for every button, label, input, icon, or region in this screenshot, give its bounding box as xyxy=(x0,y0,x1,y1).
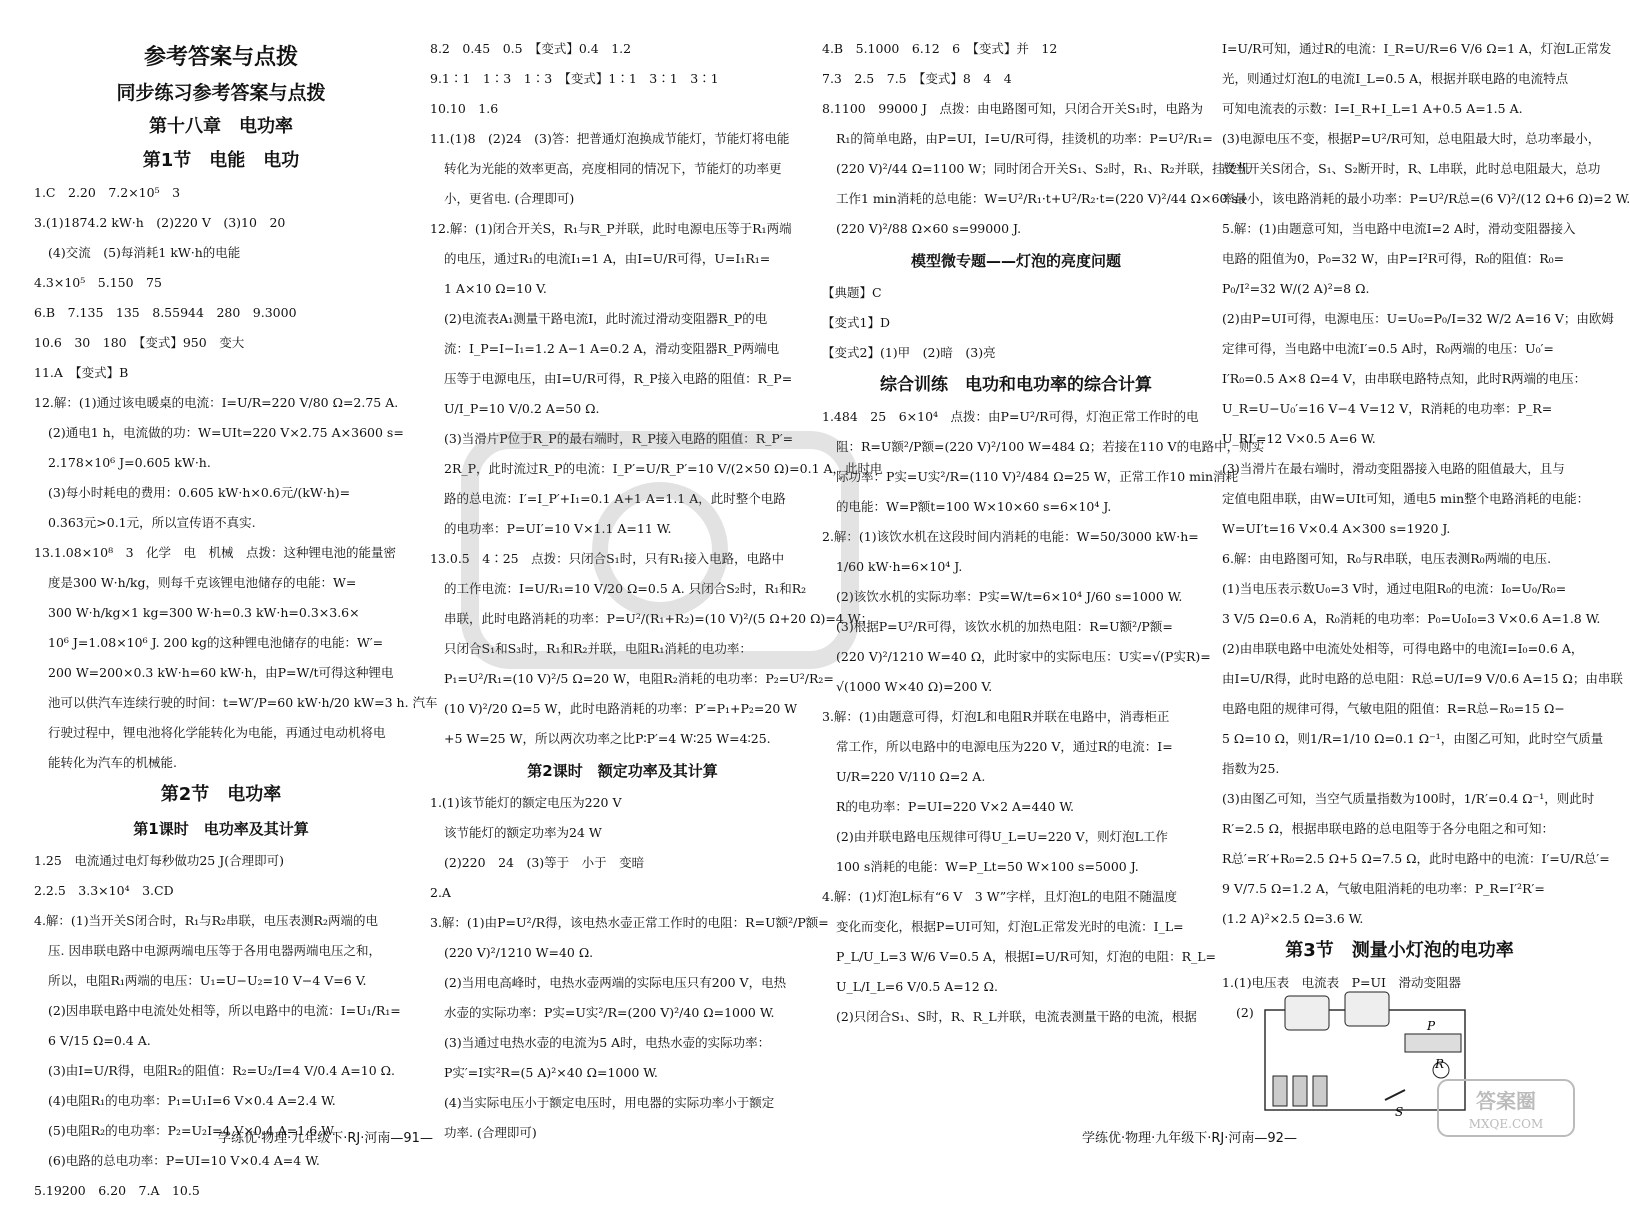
answer-line: 1.(1)该节能灯的额定电压为220 V xyxy=(430,795,622,810)
answer-line: (2)当用电高峰时，电热水壶两端的实际电压只有200 V，电热 xyxy=(444,975,787,990)
answer-line: 由I=U/R得，此时电路的总电阻：R总=U/I=9 V/0.6 A=15 Ω；由串联 xyxy=(1222,671,1623,686)
footer-left: 学练优·物理·九年级下·RJ·河南—91— xyxy=(218,1131,433,1146)
answer-line: I=U/R可知，通过R的电流：I_R=U/R=6 V/6 Ω=1 A，灯泡L正常发 xyxy=(1222,41,1612,56)
answer-line: (4)交流 (5)每消耗1 kW·h的电能 xyxy=(48,245,241,260)
answer-line: 工作1 min消耗的总电能：W=U²/R₁·t+U²/R₂·t=(220 V)²/44 Ω×60 s+ xyxy=(836,191,1249,206)
answer-line: (2)由P=UI可得，电源电压：U=U₀=P₀/I=32 W/2 A=16 V；由欧姆 xyxy=(1222,311,1614,326)
answer-line: 压等于电源电压，由I=U/R可得，R_P接入电路的阻值：R_P= xyxy=(444,371,793,386)
answer-line: 压. 因串联电路中电源两端电压等于各用电器两端电压之和， xyxy=(48,943,381,958)
answer-line: 9 V/7.5 Ω=1.2 A，气敏电阻消耗的电功率：P_R=I′²R′= xyxy=(1222,881,1545,896)
answer-line: P₀/I²=32 W/(2 A)²=8 Ω. xyxy=(1222,281,1370,296)
section-1-title: 第1节 电能 电功 xyxy=(142,150,300,171)
answer-line: 6 V/15 Ω=0.4 A. xyxy=(48,1033,151,1048)
answer-line: 所以，电阻R₁两端的电压：U₁=U−U₂=10 V−4 V=6 V. xyxy=(48,973,367,988)
answer-line: 【典题】C xyxy=(822,285,882,300)
answer-line: U_RI′=12 V×0.5 A=6 W. xyxy=(1222,431,1376,446)
label-p: P xyxy=(1427,1019,1436,1033)
answer-line: 3.(1)1874.2 kW·h (2)220 V (3)10 20 xyxy=(34,215,286,230)
answer-line: (2)220 24 (3)等于 小于 变暗 xyxy=(444,855,645,870)
answer-line: 4.解：(1)当开关S闭合时，R₁与R₂串联，电压表测R₂两端的电 xyxy=(34,913,378,928)
answer-line: 电路电阻的规律可得，气敏电阻的阻值：R=R总−R₀=15 Ω− xyxy=(1222,701,1565,716)
chapter-title: 第十八章 电功率 xyxy=(149,116,293,137)
answer-line: 度是300 W·h/kg，则每千克该锂电池储存的电能：W= xyxy=(48,575,357,590)
answer-line: 12.解：(1)闭合开关S，R₁与R_P并联，此时电源电压等于R₁两端 xyxy=(430,221,792,236)
answer-line: 的工作电流：I=U/R₁=10 V/20 Ω=0.5 A. 只闭合S₂时，R₁和R₂ xyxy=(444,581,807,596)
sub-title: 同步练习参考答案与点拨 xyxy=(116,82,326,104)
answer-line: R₁的简单电路，由P=UI，I=U/R可得，挂烫机的功率：P=U²/R₁= xyxy=(836,131,1213,146)
answer-line: 8.1100 99000 J 点拨：由电路图可知，只闭合开关S₁时，电路为 xyxy=(822,101,1204,116)
answer-line: (3)当滑片在最右端时，滑动变阻器接入电路的阻值最大，且与 xyxy=(1222,461,1565,476)
answer-line: 常工作，所以电路中的电源电压为220 V，通过R的电流：I= xyxy=(836,739,1173,754)
answer-line: U_R=U−U₀′=16 V−4 V=12 V，R消耗的电功率：P_R= xyxy=(1222,401,1553,416)
answer-line: R总′=R′+R₀=2.5 Ω+5 Ω=7.5 Ω，此时电路中的电流：I′=U/R总′= xyxy=(1222,851,1610,866)
answer-line: 0.363元>0.1元，所以宣传语不真实. xyxy=(48,515,256,530)
logo-text: 答案圈 xyxy=(1476,1089,1536,1113)
answer-line: 5.解：(1)由题意可知，当电路中电流I=2 A时，滑动变阻器接入 xyxy=(1222,221,1576,236)
answer-line: 的电压，通过R₁的电流I₁=1 A，由I=U/R可得，U=I₁R₁= xyxy=(444,251,771,266)
answer-line: 只闭合S₁和S₃时，R₁和R₂并联，电阻R₁消耗的电功率： xyxy=(444,641,752,656)
answer-line: U_L/I_L=6 V/0.5 A=12 Ω. xyxy=(836,979,998,994)
answer-line: 13.0.5 4∶25 点拨：只闭合S₁时，只有R₁接入电路，电路中 xyxy=(430,551,785,566)
answer-line: 故当开关S闭合，S₁、S₂断开时，R、L串联，此时总电阻最大，总功 xyxy=(1222,161,1601,176)
label-s: S xyxy=(1395,1105,1404,1119)
answer-line: 2.解：(1)该饮水机在这段时间内消耗的电能：W=50/3000 kW·h= xyxy=(822,529,1199,544)
answer-line: 【变式1】D xyxy=(822,315,890,330)
answer-line: R的电功率：P=UI=220 V×2 A=440 W. xyxy=(836,799,1074,814)
answers-block-2 xyxy=(34,846,408,1206)
answer-line: P实′=I实²R=(5 A)²×40 Ω=1000 W. xyxy=(444,1065,658,1080)
lesson-2-title: 第2课时 额定功率及其计算 xyxy=(527,762,718,780)
column-1 xyxy=(34,0,438,1206)
footer-right: 学练优·物理·九年级下·RJ·河南—92— xyxy=(1082,1131,1297,1146)
label-r: R xyxy=(1435,1057,1445,1071)
answer-line: P₁=U²/R₁=(10 V)²/5 Ω=20 W，电阻R₂消耗的电功率：P₂=U²/R₂= xyxy=(444,671,834,686)
answer-line: (2)由并联电路电压规律可得U_L=U=220 V，则灯泡L工作 xyxy=(836,829,1168,844)
answer-line: (10 V)²/20 Ω=5 W，此时电路消耗的功率：P′=P₁+P₂=20 W xyxy=(444,701,798,716)
answer-line: 池可以供汽车连续行驶的时间：t=W′/P=60 kW·h/20 kW=3 h. 汽车 xyxy=(48,695,438,710)
answer-line: √(1000 W×40 Ω)=200 V. xyxy=(836,679,993,694)
answer-line: (2)电流表A₁测量干路电流I，此时流过滑动变阻器R_P的电 xyxy=(444,311,768,326)
answer-line: 2.2.5 3.3×10⁴ 3.CD xyxy=(34,883,174,898)
answer-line: (220 V)²/1210 W=40 Ω，此时家中的实际电压：U实=√(P实R)= xyxy=(836,649,1211,664)
answer-line: 1.25 电流通过电灯每秒做功25 J(合理即可) xyxy=(34,853,284,868)
answer-line: 率最小，该电路消耗的最小功率：P=U²/R总=(6 V)²/(12 Ω+6 Ω)=2 W. xyxy=(1222,191,1630,206)
answer-line: 能转化为汽车的机械能. xyxy=(48,755,177,770)
column-4 xyxy=(1222,34,1630,1028)
answer-line: (220 V)²/1210 W=40 Ω. xyxy=(444,945,594,960)
answer-line: (3)由I=U/R得，电阻R₂的阻值：R₂=U₂/I=4 V/0.4 A=10 Ω. xyxy=(48,1063,395,1078)
answer-line: (2)通电1 h，电流做的功：W=UIt=220 V×2.75 A×3600 s= xyxy=(48,425,404,440)
answer-line: (3)根据P=U²/R可得，该饮水机的加热电阻：R=U额²/P额= xyxy=(836,619,1173,634)
answer-line: (1.2 A)²×2.5 Ω=3.6 W. xyxy=(1222,911,1364,926)
answers-block-8 xyxy=(1222,34,1630,934)
answer-line: (5)电阻R₂的电功率：P₂=U₂I=4 V×0.4 A=1.6 W. xyxy=(48,1123,336,1138)
answer-line: 1 A×10 Ω=10 V. xyxy=(444,281,547,296)
answer-line: 行驶过程中，锂电池将化学能转化为电能，再通过电动机将电 xyxy=(48,725,386,740)
answer-line: 水壶的实际功率：P实=U实²/R=(200 V)²/40 Ω=1000 W. xyxy=(444,1005,775,1020)
answer-line: 光，则通过灯泡L的电流I_L=0.5 A，根据并联电路的电流特点 xyxy=(1222,71,1569,86)
answer-line: (3)当滑片P位于R_P的最右端时，R_P接入电路的阻值：R_P′= xyxy=(444,431,794,446)
answer-line: 10⁶ J=1.08×10⁶ J. 200 kg的这种锂电池储存的电能：W′= xyxy=(48,635,384,650)
answer-line: (2)因串联电路中电流处处相等，所以电路中的电流：I=U₁/R₁= xyxy=(48,1003,401,1018)
answer-line: 11.(1)8 (2)24 (3)答：把普通灯泡换成节能灯，节能灯将电能 xyxy=(430,131,790,146)
answer-line: 5 Ω=10 Ω，则1/R=1/10 Ω=0.1 Ω⁻¹，由图乙可知，此时空气质量 xyxy=(1222,731,1604,746)
answer-line: 2.178×10⁶ J=0.605 kW·h. xyxy=(48,455,211,470)
lesson-1-title: 第1课时 电功率及其计算 xyxy=(133,820,309,838)
answer-line: (1)当电压表示数U₀=3 V时，通过电阻R₀的电流：I₀=U₀/R₀= xyxy=(1222,581,1567,596)
answer-line: (4)电阻R₁的电功率：P₁=U₁I=6 V×0.4 A=2.4 W. xyxy=(48,1093,336,1108)
answers-block-5 xyxy=(822,34,1250,244)
corner-logo xyxy=(1436,1078,1576,1138)
answer-line: 可知电流表的示数：I=I_R+I_L=1 A+0.5 A=1.5 A. xyxy=(1222,101,1523,116)
answer-line: 电路的阻值为0，P₀=32 W，由P=I²R可得，R₀的阻值：R₀= xyxy=(1222,251,1565,266)
answer-line: 2R_P，此时流过R_P的电流：I_P′=U/R_P′=10 V/(2×50 Ω)=0.1 A，此时电 xyxy=(444,461,883,476)
answer-line: 13.1.08×10⁸ 3 化学 电 机械 点拨：这种锂电池的能量密 xyxy=(34,545,397,560)
answer-line: U/I_P=10 V/0.2 A=50 Ω. xyxy=(444,401,600,416)
answer-line: 路的总电流：I′=I_P′+I₁=0.1 A+1 A=1.1 A，此时整个电路 xyxy=(444,491,786,506)
answer-line: 7.3 2.5 7.5 【变式】8 4 4 xyxy=(822,71,1012,86)
answer-line: 变化而变化，根据P=UI可知，灯泡L正常发光时的电流：I_L= xyxy=(836,919,1184,934)
answer-line: U/R=220 V/110 Ω=2 A. xyxy=(836,769,986,784)
answer-line: 12.解：(1)通过该电暖桌的电流：I=U/R=220 V/80 Ω=2.75 A. xyxy=(34,395,399,410)
answer-line: 3.解：(1)由题意可得，灯泡L和电阻R并联在电路中，消毒柜正 xyxy=(822,709,1170,724)
answer-line: 4.解：(1)灯泡L标有“6 V 3 W”字样，且灯泡L的电阻不随温度 xyxy=(822,889,1177,904)
answer-line: (2)该饮水机的实际功率：P实=W/t=6×10⁴ J/60 s=1000 W. xyxy=(836,589,1183,604)
answer-line: (3)电源电压不变，根据P=U²/R可知，总电阻最大时，总功率最小， xyxy=(1222,131,1601,146)
answer-line: 2.A xyxy=(430,885,451,900)
answer-line: 8.2 0.45 0.5 【变式】0.4 1.2 xyxy=(430,41,632,56)
answer-line: 定律可得，当电路中电流I′=0.5 A时，R₀两端的电压：U₀′= xyxy=(1222,341,1554,356)
answer-line: 3 V/5 Ω=0.6 A，R₀消耗的电功率：P₀=U₀I₀=3 V×0.6 A=1.8 W. xyxy=(1222,611,1601,626)
answer-line: 小，更省电. (合理即可) xyxy=(444,191,575,206)
logo-url: MXQE.COM xyxy=(1468,1117,1544,1131)
answer-line: 该节能灯的额定功率为24 W xyxy=(444,825,602,840)
answer-line: 定值电阻串联，由W=UIt可知，通电5 min整个电路消耗的电能： xyxy=(1222,491,1590,506)
answer-line: (3)由图乙可知，当空气质量指数为100时，1/R′=0.4 Ω⁻¹，则此时 xyxy=(1222,791,1595,806)
answer-line: R′=2.5 Ω，根据串联电路的总电阻等于各分电阻之和可知： xyxy=(1222,821,1554,836)
answer-line: 1.484 25 6×10⁴ 点拨：由P=U²/R可得，灯泡正常工作时的电 xyxy=(822,409,1199,424)
model-topic-title: 模型微专题——灯泡的亮度问题 xyxy=(910,252,1121,270)
answers-block-6 xyxy=(822,278,1210,368)
answer-line: 【变式2】(1)甲 (2)暗 (3)亮 xyxy=(822,345,996,360)
answer-line: 3.解：(1)由P=U²/R得，该电热水壶正常工作时的电阻：R=U额²/P额= xyxy=(430,915,829,930)
answer-line: W=UI′t=16 V×0.4 A×300 s=1920 J. xyxy=(1222,521,1451,536)
answer-line: (2) xyxy=(1236,1005,1254,1020)
answer-line: 9.1∶1 1∶3 1∶3 【变式】1∶1 3∶1 3∶1 xyxy=(430,71,719,86)
answer-line: 100 s消耗的电能：W=P_Lt=50 W×100 s=5000 J. xyxy=(836,859,1139,874)
watermark-logo xyxy=(450,420,870,680)
answer-line: (4)当实际电压小于额定电压时，用电器的实际功率小于额定 xyxy=(444,1095,775,1110)
answer-line: 转化为光能的效率更高，亮度相同的情况下，节能灯的功率更 xyxy=(444,161,782,176)
answer-line: (220 V)²/44 Ω=1100 W；同时闭合开关S₁、S₂时，R₁、R₂并联，挂烫机 xyxy=(836,161,1250,176)
answer-line: 阻：R=U额²/P额=(220 V)²/100 W=484 Ω；若接在110 V的电路中，则实 xyxy=(836,439,1265,454)
answer-line: 4.B 5.1000 6.12 6 【变式】并 12 xyxy=(822,41,1058,56)
answer-line: I′R₀=0.5 A×8 Ω=4 V，由串联电路特点知，此时R两端的电压： xyxy=(1222,371,1587,386)
answer-line: 10.10 1.6 xyxy=(430,101,499,116)
answer-line: 6.B 7.135 135 8.55944 280 9.3000 xyxy=(34,305,297,320)
section-3-title: 第3节 测量小灯泡的电功率 xyxy=(1285,940,1514,961)
answer-line: 1.(1)电压表 电流表 P=UI 滑动变阻器 xyxy=(1222,975,1461,990)
answer-line: (3)每小时耗电的费用：0.605 kW·h×0.6元/(kW·h)= xyxy=(48,485,351,500)
answer-line: 流：I_P=I−I₁=1.2 A−1 A=0.2 A，滑动变阻器R_P两端电 xyxy=(444,341,780,356)
answer-line: +5 W=25 W，所以两次功率之比P∶P′=4 W∶25 W=4∶25. xyxy=(444,731,771,746)
comprehensive-title: 综合训练 电功和电功率的综合计算 xyxy=(880,375,1152,395)
answer-line: (6)电路的总电功率：P=UI=10 V×0.4 A=4 W. xyxy=(48,1153,320,1168)
answer-line: P_L/U_L=3 W/6 V=0.5 A，根据I=U/R可知，灯泡的电阻：R_L= xyxy=(836,949,1217,964)
answer-line: 10.6 30 180 【变式】950 变大 xyxy=(34,335,245,350)
answer-line: (3)当通过电热水壶的电流为5 A时，电热水壶的实际功率： xyxy=(444,1035,771,1050)
answer-line: 的电功率：P=UI′=10 V×1.1 A=11 W. xyxy=(444,521,672,536)
answer-line: 300 W·h/kg×1 kg=300 W·h=0.3 kW·h=0.3×3.6× xyxy=(48,605,360,620)
answer-line: 11.A 【变式】B xyxy=(34,365,129,380)
answers-block-1 xyxy=(34,178,438,778)
answer-line: 指数为25. xyxy=(1222,761,1280,776)
answer-line: 1/60 kW·h=6×10⁴ J. xyxy=(836,559,963,574)
answer-line: 4.3×10⁵ 5.150 75 xyxy=(34,275,162,290)
answer-line: (220 V)²/88 Ω×60 s=99000 J. xyxy=(836,221,1022,236)
main-title: 参考答案与点拨 xyxy=(143,45,298,70)
answer-line: 际功率：P实=U实²/R=(110 V)²/484 Ω=25 W，正常工作10 min消耗 xyxy=(836,469,1239,484)
answer-line: 5.19200 6.20 7.A 10.5 xyxy=(34,1183,200,1198)
answer-line: 的电能：W=P额t=100 W×10×60 s=6×10⁴ J. xyxy=(836,499,1112,514)
answer-line: 200 W=200×0.3 kW·h=60 kW·h，由P=W/t可得这种锂电 xyxy=(48,665,394,680)
answer-line: (2)只闭合S₁、S时，R、R_L并联，电流表测量干路的电流，根据 xyxy=(836,1009,1197,1024)
answer-line: 串联，此时电路消耗的功率：P=U²/(R₁+R₂)=(10 V)²/(5 Ω+20 Ω)=4 W； xyxy=(444,611,874,626)
answers-block-4 xyxy=(430,788,829,1148)
answer-line: 功率. (合理即可) xyxy=(444,1125,537,1140)
answer-line: 6.解：由电路图可知，R₀与R串联，电压表测R₀两端的电压. xyxy=(1222,551,1552,566)
answer-line: 1.C 2.20 7.2×10⁵ 3 xyxy=(34,185,181,200)
section-2-title: 第2节 电功率 xyxy=(160,784,282,805)
answer-line: (2)由串联电路中电流处处相等，可得电路中的电流I=I₀=0.6 A， xyxy=(1222,641,1584,656)
